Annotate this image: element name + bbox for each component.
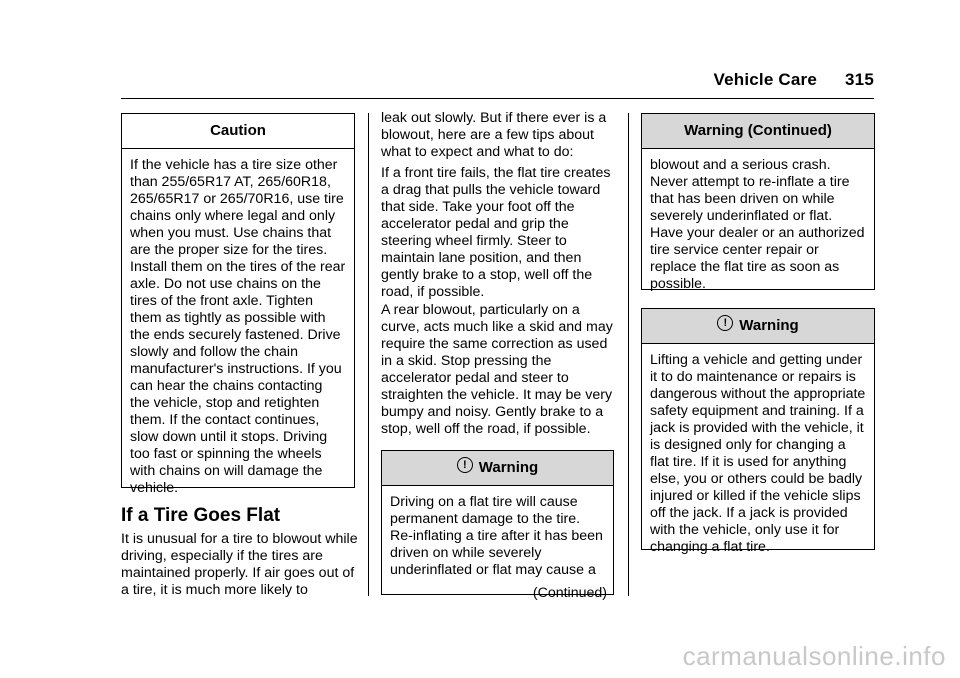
warning-body: Driving on a flat tire will cause permanent damage to the tire. Re-inflating a tire after it has been driven on while severely underinflated or flat may cause a	[390, 494, 603, 578]
warning-icon: !	[717, 315, 733, 331]
warning-continued-title: Warning (Continued)	[642, 114, 874, 149]
warning2-title: Warning	[739, 317, 799, 334]
warning-icon: !	[457, 457, 473, 473]
warning-box-flat-tire	[381, 450, 614, 601]
front-tire-paragraph: If a front tire fails, the flat tire creates a drag that pulls the vehicle toward that side. Take your foot off the accelerator pedal and grip the steering wheel firmly. Steer to maintain lane position, and then gently brake to a stop, well off the road, if possible.	[381, 165, 611, 300]
caution-box	[121, 113, 355, 496]
warning-title-bar	[382, 451, 613, 486]
page-number: 315	[845, 70, 874, 89]
warning2-body: Lifting a vehicle and getting under it to do maintenance or repairs is dangerous without the appropriate safety equipment and training. If a jack is provided with the vehicle, it is designed only for changing a flat tire. If it is used for anything else, you or others could be badly injured or killed if the vehicle slips off the jack. If a jack is provided with the vehicle, only use it for changing a flat tire.	[650, 352, 866, 555]
section-title: Vehicle Care	[713, 70, 818, 89]
watermark: carmanualsonline.info	[682, 641, 946, 671]
column-divider-1	[368, 113, 369, 596]
warning-continued-body: blowout and a serious crash. Never attempt to re-inflate a tire that has been driven on while severely underinflated or flat. Have your dealer or an authorized tire service center repair or replace the flat tire as soon as possible.	[650, 157, 865, 292]
page-header	[714, 70, 875, 90]
warning-continued-box	[641, 113, 875, 290]
caution-title: Caution	[122, 114, 354, 149]
blowout-paragraph: leak out slowly. But if there ever is a blowout, here are a few tips about what to expect and what to do:	[381, 110, 607, 160]
header-rule	[121, 98, 874, 99]
section-heading: If a Tire Goes Flat	[121, 505, 281, 526]
rear-blowout-paragraph: A rear blowout, particularly on a curve, acts much like a skid and may require the same correction as used in a skid. Stop pressing the accelerator pedal and steer to straighten the vehicle. It may be very bumpy and noisy. Gently brake to a stop, well off the road, if possible.	[381, 302, 613, 437]
column-divider-2	[628, 113, 629, 596]
caution-body: If the vehicle has a tire size other than 255/65R17 AT, 265/60R18, 265/65R17 or 265/70R16, use tire chains only where legal and only when you must. Use chains that are the proper size for the tires. Install them on the tires of the rear axle. Do not use chains on the tires of the front axle. Tighten them as tightly as possible with the ends securely fastened. Drive slowly and follow the chain manufacturer's instructions. If you can hear the chains contacting the vehicle, stop and retighten them. If the contact continues, slow down until it stops. Driving too fast or spinning the wheels with chains on will damage the vehicle.	[130, 157, 346, 496]
warning-box-jack	[641, 308, 875, 555]
intro-paragraph: It is unusual for a tire to blowout while driving, especially if the tires are maintained properly. If air goes out of a tire, it is much more likely to	[121, 531, 358, 598]
warning2-title-bar	[642, 309, 874, 344]
warning-title: Warning	[478, 459, 539, 476]
continued-label: (Continued)	[532, 585, 607, 601]
